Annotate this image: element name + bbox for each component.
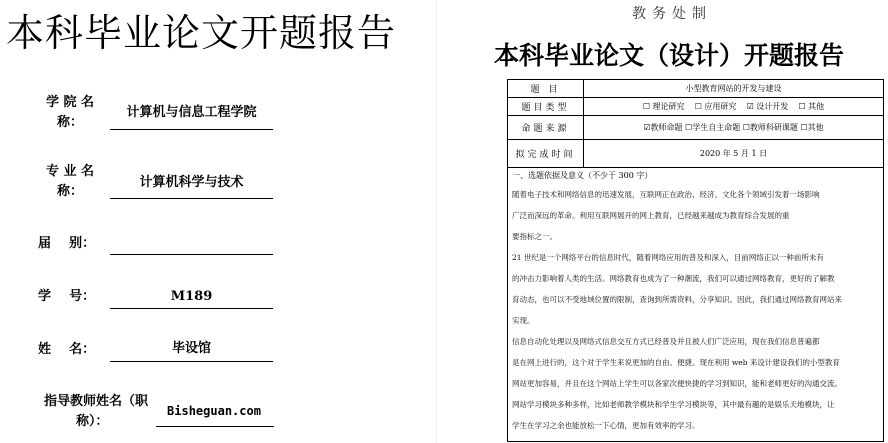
- topic-label: 题 目: [508, 80, 584, 97]
- paragraph-line: 实现。: [512, 316, 535, 325]
- paragraph-line: 随着电子技术和网络信息的迅速发展，互联网正在政治、经济、文化各个领域引发着一场影响: [512, 190, 820, 199]
- field-name: [34, 340, 284, 364]
- cover-page: [0, 0, 430, 443]
- paragraph-line: 21 世纪是一个网络平台的信息时代，随着网络应用的普及和深入，目前网络正以一种前所未有: [512, 253, 824, 262]
- topic-value: 小型教育网站的开发与建设: [685, 84, 782, 93]
- type-label: 题目类型: [508, 98, 584, 115]
- report-table: [507, 79, 884, 442]
- report-title: 本科毕业论文（设计）开题报告: [494, 41, 845, 70]
- name-underline: [110, 361, 273, 362]
- college-value: 计算机与信息工程学院: [126, 105, 257, 120]
- source-value: ☑教师命题 ☐学生自主命题 ☐教师科研课题 ☐其他: [643, 123, 824, 132]
- section-heading: 一、选题依据及意义（不少于 300 字）: [512, 171, 653, 180]
- type-value: ☐ 理论研究 ☐ 应用研究 ☑ 设计开发 ☐ 其他: [642, 102, 825, 111]
- student-id-label: 学 号：: [38, 289, 96, 304]
- section-paragraphs: [512, 184, 879, 436]
- paragraph-line: 网站更加容易，并且在这个网站上学生可以各家次便快捷的学习到知识，能和老师更好的沟通交流。: [512, 379, 842, 388]
- department-label: 教务处制: [632, 6, 712, 22]
- paragraph-line: 育动态，也可以不受地域位置的限制，查询到所需资料，分享知识。因此，我们通过网络教育网站来: [512, 295, 842, 304]
- field-student-id: [34, 287, 284, 311]
- advisor-value: Bisheguan.com: [167, 404, 261, 418]
- table-row-date: [508, 140, 883, 168]
- student-id-value: M189: [170, 289, 213, 304]
- field-grade: [34, 234, 284, 258]
- advisor-label-suffix: 称）：: [76, 414, 109, 429]
- field-advisor: [34, 392, 284, 436]
- date-label: 拟完成时间: [508, 140, 584, 167]
- major-label: 专 业 名: [46, 164, 95, 179]
- paragraph-line: 是在网上进行的，这个对于学生来说更加的自由、便捷。现在利用 web 来设计建设我们的小型教育: [512, 358, 840, 367]
- major-underline: [110, 198, 273, 199]
- source-label: 命题来源: [508, 116, 584, 139]
- name-value: 毕设馆: [171, 341, 211, 356]
- advisor-label: 指导教师姓名（职: [44, 394, 149, 409]
- college-underline: [110, 129, 273, 130]
- page-divider: [436, 0, 437, 443]
- advisor-underline: [156, 426, 274, 427]
- grade-label: 届 别：: [38, 236, 96, 251]
- college-label: 学 院 名: [46, 95, 95, 110]
- paragraph-line: 的冲击力影响着人类的生活。网络教育也成为了一种潮流，我们可以通过网络教育，更好的了解教: [512, 274, 835, 283]
- college-label-suffix: 称：: [57, 115, 84, 130]
- table-row-type: [508, 98, 883, 116]
- cover-title: 本科毕业论文开题报告: [6, 11, 397, 55]
- paragraph-line: 广泛而深远的革命。利用互联网展开的网上教育，已经越来越成为教育综合发展的重: [512, 211, 790, 220]
- paragraph-line: 要指标之一。: [512, 232, 557, 241]
- student-id-underline: [110, 308, 273, 309]
- paragraph-line: 网站学习模块多种多样，比如老师教学模块和学生学习模块等，其中最有趣的是娱乐天地模块，让: [512, 400, 835, 409]
- report-page: [440, 0, 888, 443]
- paragraph-line: 信息自动化处理以及网络式信息交互方式已经普及并且被人们广泛应用，现在我们信息普遍都: [512, 337, 820, 346]
- name-label: 姓 名：: [38, 342, 96, 357]
- date-value: 2020 年 5 月 1 日: [699, 149, 768, 158]
- grade-underline: [110, 254, 273, 255]
- table-row-topic: [508, 80, 883, 98]
- paragraph-line: 学生在学习之余也能放松一下心情，更加有效率的学习。: [512, 421, 700, 430]
- major-value: 计算机科学与技术: [139, 175, 244, 190]
- field-major: [34, 162, 284, 207]
- table-row-source: [508, 116, 883, 140]
- major-label-suffix: 称：: [57, 184, 84, 199]
- field-college: [34, 93, 284, 138]
